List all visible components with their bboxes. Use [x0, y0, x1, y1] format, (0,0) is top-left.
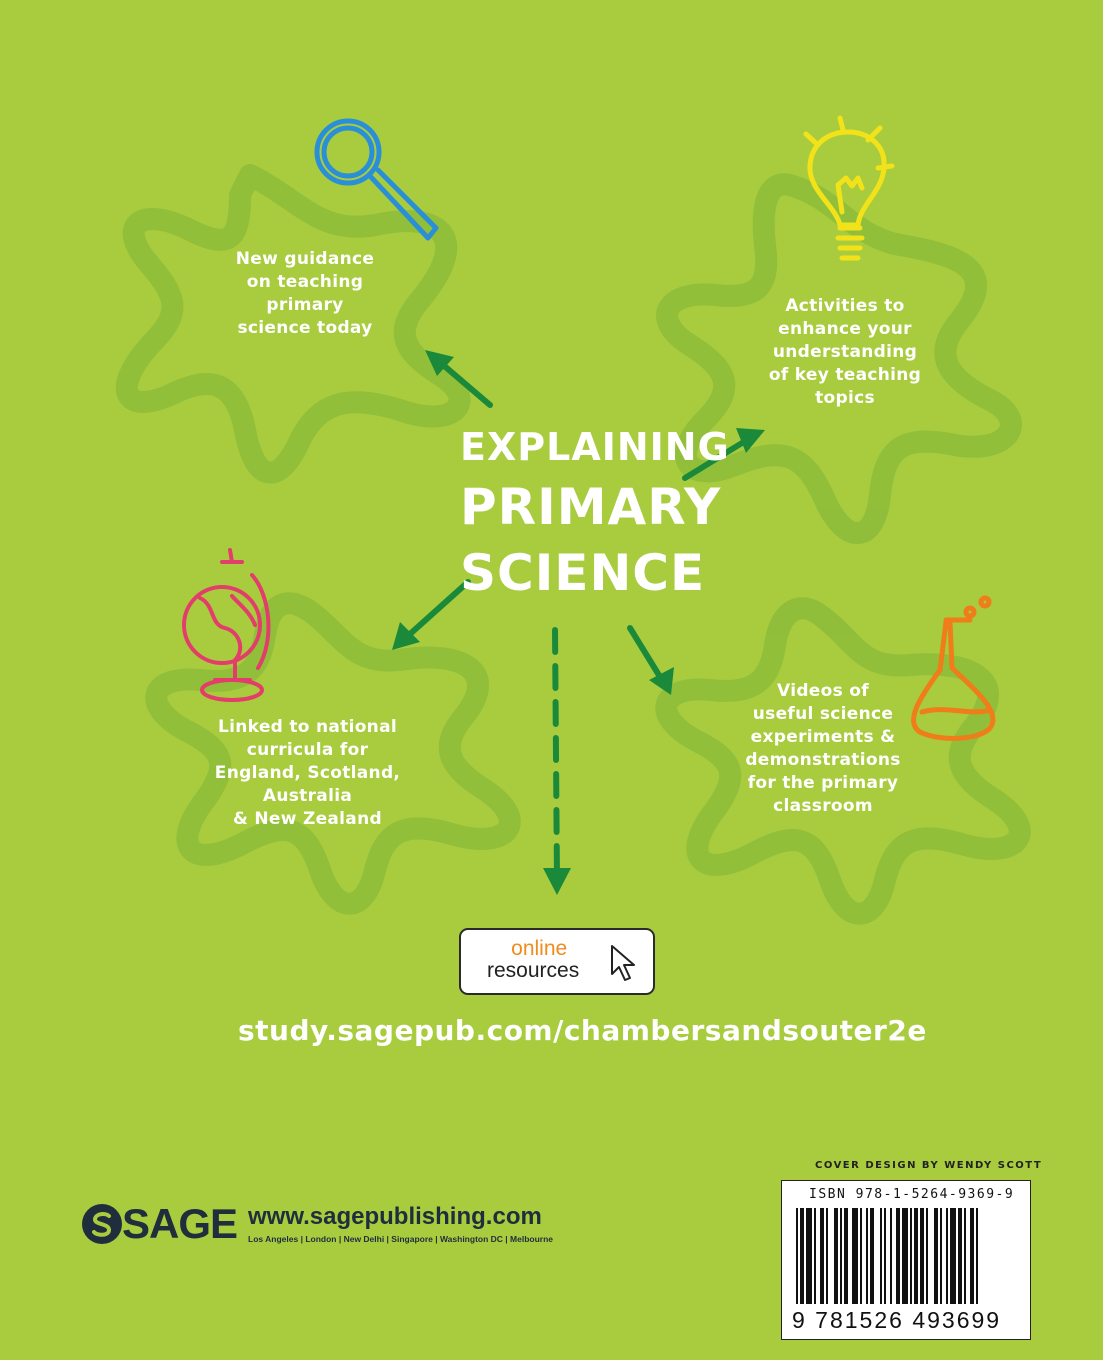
feature-line: curricula for — [246, 740, 369, 760]
feature-line: understanding — [772, 342, 918, 362]
online-label: online — [511, 937, 568, 960]
feature-line: Australia — [262, 786, 353, 806]
feature-line: Videos of — [777, 681, 869, 701]
barcode-bars — [796, 1208, 1020, 1308]
barcode-bar — [866, 1208, 868, 1304]
barcode-bar — [826, 1208, 828, 1304]
barcode-bar — [852, 1208, 858, 1304]
feature-line: topics — [815, 388, 875, 408]
barcode-bar — [970, 1208, 974, 1304]
feature-line: England, Scotland, — [214, 763, 401, 783]
feature-line: Activities to — [785, 296, 905, 316]
isbn-barcode — [781, 1180, 1031, 1340]
online-resources-label — [487, 938, 579, 982]
barcode-bar — [902, 1208, 908, 1304]
online-resources-badge[interactable] — [459, 928, 655, 995]
barcode-bar — [946, 1208, 948, 1304]
feature-line: & New Zealand — [233, 809, 382, 829]
barcode-bar — [910, 1208, 912, 1304]
barcode-bar — [806, 1208, 812, 1304]
barcode-bar — [896, 1208, 900, 1304]
feature-line: useful science — [752, 704, 894, 724]
barcode-bar — [950, 1208, 956, 1304]
sage-s-emblem-icon — [80, 1202, 124, 1246]
barcode-bar — [834, 1208, 838, 1304]
feature-line: primary — [266, 295, 344, 315]
barcode-bar — [884, 1208, 886, 1304]
title-line-1: EXPLAINING — [460, 425, 730, 469]
barcode-bar — [926, 1208, 928, 1304]
feature-curricula-text — [195, 716, 420, 831]
barcode-bar — [870, 1208, 874, 1304]
barcode-bar — [840, 1208, 842, 1304]
feature-line: science today — [237, 318, 373, 338]
title-line-3: SCIENCE — [460, 544, 706, 602]
barcode-bar — [880, 1208, 882, 1304]
feature-line: Linked to national — [218, 717, 397, 737]
resources-label: resources — [487, 959, 580, 982]
barcode-bar — [940, 1208, 942, 1304]
feature-videos-text — [718, 680, 928, 818]
feature-line: for the primary — [747, 773, 899, 793]
title-line-2: PRIMARY — [460, 478, 722, 536]
arrow-dashed-down — [555, 630, 557, 880]
barcode-number: 9 781526 493699 — [792, 1307, 1002, 1333]
isbn-text: ISBN 978-1-5264-9369-9 — [809, 1187, 1015, 1202]
feature-line: experiments & — [750, 727, 896, 747]
barcode-bar — [914, 1208, 918, 1304]
feature-guidance-text — [200, 248, 410, 340]
feature-line: New guidance — [235, 249, 375, 269]
barcode-bar — [844, 1208, 848, 1304]
arrowhead-bottom-right — [649, 667, 674, 695]
cursor-arrow-icon — [609, 944, 641, 984]
companion-website-url[interactable]: study.sagepub.com/chambersandsouter2e — [238, 1014, 927, 1047]
barcode-bar — [958, 1208, 962, 1304]
feature-line: classroom — [773, 796, 873, 816]
publisher-cities: Los Angeles | London | New Delhi | Singapore | Washington DC | Melbourne — [248, 1234, 553, 1244]
barcode-bar — [796, 1208, 798, 1304]
barcode-bar — [814, 1208, 816, 1304]
barcode-bar — [964, 1208, 966, 1304]
sage-wordmark: SAGE — [122, 1200, 238, 1247]
cover-design-credit: COVER DESIGN BY WENDY SCOTT — [815, 1160, 1043, 1171]
barcode-bar — [800, 1208, 804, 1304]
barcode-bar — [820, 1208, 824, 1304]
barcode-bar — [860, 1208, 862, 1304]
feature-line: enhance your — [778, 319, 912, 339]
barcode-bar — [934, 1208, 938, 1304]
feature-activities-text — [740, 295, 950, 410]
feature-line: of key teaching — [768, 365, 922, 385]
barcode-bar — [920, 1208, 924, 1304]
feature-line: on teaching — [246, 272, 364, 292]
arrowhead-down — [543, 868, 571, 895]
publisher-website[interactable]: www.sagepublishing.com — [248, 1203, 542, 1230]
barcode-bar — [976, 1208, 978, 1304]
feature-line: demonstrations — [745, 750, 901, 770]
barcode-bar — [890, 1208, 892, 1304]
